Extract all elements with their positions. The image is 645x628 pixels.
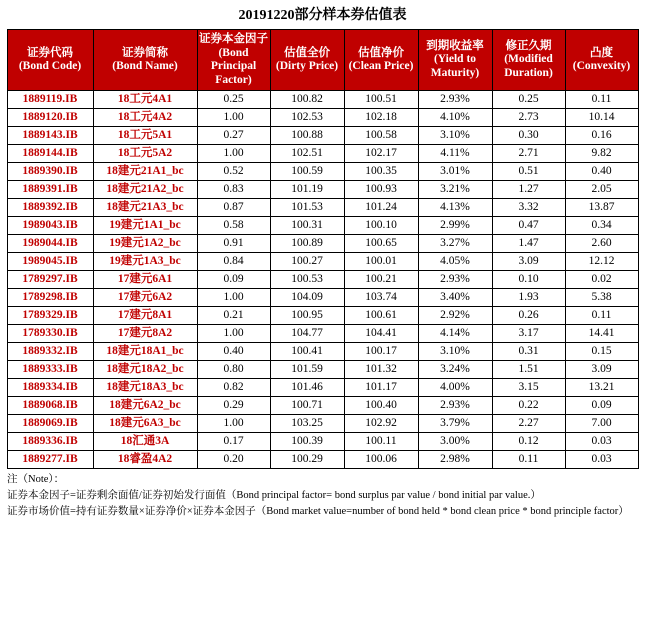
column-header-cn: 证券本金因子 [199, 33, 268, 45]
cell-modified-duration: 0.11 [492, 451, 565, 469]
cell-principal-factor: 0.20 [197, 451, 270, 469]
cell-dirty-price: 100.82 [270, 91, 344, 109]
cell-principal-factor: 1.00 [197, 109, 270, 127]
cell-modified-duration: 0.10 [492, 271, 565, 289]
cell-dirty-price: 103.25 [270, 415, 344, 433]
cell-convexity: 2.05 [565, 181, 638, 199]
cell-yield-to-maturity: 3.79% [418, 415, 492, 433]
cell-bond-name: 19建元1A3_bc [93, 253, 197, 271]
cell-clean-price: 100.01 [344, 253, 418, 271]
cell-yield-to-maturity: 3.10% [418, 127, 492, 145]
table-row [7, 325, 638, 343]
cell-yield-to-maturity: 2.92% [418, 307, 492, 325]
cell-principal-factor: 0.52 [197, 163, 270, 181]
cell-bond-code: 1889391.IB [7, 181, 93, 199]
column-header-bond-code [7, 30, 93, 91]
cell-dirty-price: 101.53 [270, 199, 344, 217]
cell-clean-price: 100.06 [344, 451, 418, 469]
cell-bond-name: 19建元1A2_bc [93, 235, 197, 253]
cell-clean-price: 100.93 [344, 181, 418, 199]
notes-block [7, 473, 638, 518]
cell-modified-duration: 0.47 [492, 217, 565, 235]
cell-convexity: 3.09 [565, 361, 638, 379]
table-row [7, 307, 638, 325]
cell-clean-price: 102.92 [344, 415, 418, 433]
cell-convexity: 0.16 [565, 127, 638, 145]
cell-bond-name: 18汇通3A [93, 433, 197, 451]
cell-yield-to-maturity: 2.98% [418, 451, 492, 469]
table-row [7, 109, 638, 127]
cell-dirty-price: 104.77 [270, 325, 344, 343]
cell-bond-code: 1989045.IB [7, 253, 93, 271]
cell-clean-price: 102.18 [344, 109, 418, 127]
column-header-clean-price [344, 30, 418, 91]
cell-principal-factor: 0.91 [197, 235, 270, 253]
table-row [7, 361, 638, 379]
cell-convexity: 7.00 [565, 415, 638, 433]
cell-bond-name: 17建元8A2 [93, 325, 197, 343]
column-header-cn: 证券简称 [122, 46, 168, 59]
cell-dirty-price: 104.09 [270, 289, 344, 307]
cell-bond-name: 18建元18A1_bc [93, 343, 197, 361]
page-title: 20191220部分样本券估值表 [238, 8, 407, 23]
column-header-en: (Bond Principal Factor) [210, 46, 257, 86]
cell-convexity: 0.15 [565, 343, 638, 361]
note-principal-factor: 证券本金因子=证券剩余面值/证券初始发行面值（Bond principal factor= bond surplus par value / bond initial par value.） [7, 489, 541, 501]
column-header-en: (Clean Price) [348, 60, 414, 73]
cell-principal-factor: 1.00 [197, 289, 270, 307]
cell-bond-name: 18工元4A1 [93, 91, 197, 109]
column-header-en: (Yield to Maturity) [430, 53, 480, 79]
table-row [7, 181, 638, 199]
cell-principal-factor: 0.80 [197, 361, 270, 379]
cell-clean-price: 100.11 [344, 433, 418, 451]
cell-modified-duration: 0.30 [492, 127, 565, 145]
cell-yield-to-maturity: 4.13% [418, 199, 492, 217]
cell-bond-name: 18工元5A2 [93, 145, 197, 163]
cell-modified-duration: 0.31 [492, 343, 565, 361]
cell-clean-price: 102.17 [344, 145, 418, 163]
cell-modified-duration: 1.93 [492, 289, 565, 307]
column-header-yield-to-maturity [418, 30, 492, 91]
cell-clean-price: 100.21 [344, 271, 418, 289]
column-header-cn: 修正久期 [505, 39, 552, 52]
cell-bond-code: 1889392.IB [7, 199, 93, 217]
cell-principal-factor: 0.21 [197, 307, 270, 325]
cell-bond-name: 18工元4A2 [93, 109, 197, 127]
cell-bond-code: 1889119.IB [7, 91, 93, 109]
cell-bond-code: 1789297.IB [7, 271, 93, 289]
table-row [7, 145, 638, 163]
cell-modified-duration: 2.71 [492, 145, 565, 163]
cell-convexity: 0.40 [565, 163, 638, 181]
cell-bond-code: 1989043.IB [7, 217, 93, 235]
cell-clean-price: 101.17 [344, 379, 418, 397]
table-row [7, 343, 638, 361]
cell-bond-code: 1789329.IB [7, 307, 93, 325]
cell-bond-code: 1889277.IB [7, 451, 93, 469]
cell-bond-code: 1889143.IB [7, 127, 93, 145]
cell-modified-duration: 1.51 [492, 361, 565, 379]
column-header-en: (Dirty Price) [275, 60, 339, 73]
cell-yield-to-maturity: 4.00% [418, 379, 492, 397]
cell-modified-duration: 0.12 [492, 433, 565, 451]
cell-yield-to-maturity: 3.24% [418, 361, 492, 379]
table-header [7, 30, 638, 91]
cell-bond-code: 1889336.IB [7, 433, 93, 451]
cell-modified-duration: 0.25 [492, 91, 565, 109]
cell-modified-duration: 1.47 [492, 235, 565, 253]
cell-bond-name: 18建元18A2_bc [93, 361, 197, 379]
cell-yield-to-maturity: 2.99% [418, 217, 492, 235]
cell-dirty-price: 101.46 [270, 379, 344, 397]
cell-bond-name: 17建元8A1 [93, 307, 197, 325]
cell-convexity: 12.12 [565, 253, 638, 271]
column-header-convexity [565, 30, 638, 91]
column-header-modified-duration [492, 30, 565, 91]
cell-bond-name: 19建元1A1_bc [93, 217, 197, 235]
cell-yield-to-maturity: 2.93% [418, 397, 492, 415]
cell-yield-to-maturity: 3.00% [418, 433, 492, 451]
cell-clean-price: 101.24 [344, 199, 418, 217]
column-header-en: (Convexity) [572, 60, 631, 73]
column-header-principal-factor [197, 30, 270, 91]
cell-dirty-price: 100.95 [270, 307, 344, 325]
cell-convexity: 0.09 [565, 397, 638, 415]
cell-principal-factor: 0.29 [197, 397, 270, 415]
column-header-dirty-price [270, 30, 344, 91]
cell-principal-factor: 0.27 [197, 127, 270, 145]
table-body [7, 91, 638, 469]
cell-bond-name: 18建元21A2_bc [93, 181, 197, 199]
cell-dirty-price: 100.53 [270, 271, 344, 289]
cell-modified-duration: 3.32 [492, 199, 565, 217]
cell-principal-factor: 0.17 [197, 433, 270, 451]
table-row [7, 253, 638, 271]
valuation-table [7, 29, 639, 469]
cell-modified-duration: 2.73 [492, 109, 565, 127]
cell-bond-code: 1789330.IB [7, 325, 93, 343]
cell-yield-to-maturity: 3.40% [418, 289, 492, 307]
cell-yield-to-maturity: 4.05% [418, 253, 492, 271]
cell-clean-price: 101.32 [344, 361, 418, 379]
cell-convexity: 2.60 [565, 235, 638, 253]
cell-convexity: 5.38 [565, 289, 638, 307]
cell-bond-name: 18建元18A3_bc [93, 379, 197, 397]
cell-yield-to-maturity: 2.93% [418, 91, 492, 109]
cell-bond-name: 17建元6A1 [93, 271, 197, 289]
cell-modified-duration: 0.22 [492, 397, 565, 415]
cell-yield-to-maturity: 3.01% [418, 163, 492, 181]
column-header-cn: 凸度 [590, 46, 613, 59]
table-row [7, 415, 638, 433]
table-row [7, 451, 638, 469]
column-header-cn: 估值净价 [358, 46, 404, 59]
cell-yield-to-maturity: 3.27% [418, 235, 492, 253]
cell-dirty-price: 100.59 [270, 163, 344, 181]
column-header-bond-name [93, 30, 197, 91]
cell-clean-price: 100.10 [344, 217, 418, 235]
column-header-cn: 到期收益率 [426, 39, 484, 52]
cell-clean-price: 100.51 [344, 91, 418, 109]
cell-dirty-price: 100.31 [270, 217, 344, 235]
table-header-row [7, 30, 638, 91]
cell-bond-code: 1889332.IB [7, 343, 93, 361]
table-row [7, 271, 638, 289]
cell-bond-name: 18建元6A3_bc [93, 415, 197, 433]
cell-principal-factor: 0.82 [197, 379, 270, 397]
cell-modified-duration: 3.09 [492, 253, 565, 271]
cell-bond-name: 18建元21A1_bc [93, 163, 197, 181]
cell-dirty-price: 100.88 [270, 127, 344, 145]
cell-clean-price: 100.61 [344, 307, 418, 325]
column-header-en: (Bond Code) [18, 60, 82, 73]
cell-modified-duration: 3.15 [492, 379, 565, 397]
column-header-cn: 证券代码 [27, 46, 73, 59]
table-row [7, 235, 638, 253]
cell-convexity: 0.02 [565, 271, 638, 289]
cell-bond-code: 1789298.IB [7, 289, 93, 307]
cell-clean-price: 103.74 [344, 289, 418, 307]
cell-convexity: 0.11 [565, 91, 638, 109]
cell-yield-to-maturity: 2.93% [418, 271, 492, 289]
cell-dirty-price: 102.53 [270, 109, 344, 127]
cell-dirty-price: 100.89 [270, 235, 344, 253]
cell-principal-factor: 0.40 [197, 343, 270, 361]
cell-bond-code: 1889068.IB [7, 397, 93, 415]
table-row [7, 127, 638, 145]
table-row [7, 289, 638, 307]
cell-clean-price: 100.58 [344, 127, 418, 145]
cell-modified-duration: 3.17 [492, 325, 565, 343]
cell-convexity: 0.34 [565, 217, 638, 235]
cell-principal-factor: 0.58 [197, 217, 270, 235]
cell-yield-to-maturity: 4.10% [418, 109, 492, 127]
cell-modified-duration: 0.26 [492, 307, 565, 325]
cell-bond-name: 18建元6A2_bc [93, 397, 197, 415]
table-row [7, 163, 638, 181]
cell-dirty-price: 101.19 [270, 181, 344, 199]
cell-convexity: 0.11 [565, 307, 638, 325]
table-row [7, 199, 638, 217]
cell-clean-price: 100.35 [344, 163, 418, 181]
cell-clean-price: 104.41 [344, 325, 418, 343]
cell-principal-factor: 1.00 [197, 145, 270, 163]
cell-convexity: 0.03 [565, 433, 638, 451]
cell-bond-code: 1889334.IB [7, 379, 93, 397]
cell-principal-factor: 1.00 [197, 325, 270, 343]
cell-modified-duration: 2.27 [492, 415, 565, 433]
note-market-value: 证券市场价值=持有证券数量×证券净价×证券本金因子（Bond market value=number of bond held * bond clean price * bond principle factor） [7, 505, 629, 517]
cell-yield-to-maturity: 4.14% [418, 325, 492, 343]
cell-bond-name: 18建元21A3_bc [93, 199, 197, 217]
table-row [7, 91, 638, 109]
cell-clean-price: 100.65 [344, 235, 418, 253]
cell-convexity: 0.03 [565, 451, 638, 469]
column-header-en: (Modified Duration) [504, 53, 553, 79]
cell-modified-duration: 1.27 [492, 181, 565, 199]
cell-dirty-price: 100.39 [270, 433, 344, 451]
cell-yield-to-maturity: 4.11% [418, 145, 492, 163]
cell-clean-price: 100.17 [344, 343, 418, 361]
cell-principal-factor: 0.87 [197, 199, 270, 217]
cell-yield-to-maturity: 3.21% [418, 181, 492, 199]
cell-principal-factor: 0.84 [197, 253, 270, 271]
cell-convexity: 14.41 [565, 325, 638, 343]
cell-dirty-price: 100.27 [270, 253, 344, 271]
cell-convexity: 10.14 [565, 109, 638, 127]
cell-clean-price: 100.40 [344, 397, 418, 415]
cell-convexity: 9.82 [565, 145, 638, 163]
cell-bond-code: 1889144.IB [7, 145, 93, 163]
cell-bond-name: 18睿盈4A2 [93, 451, 197, 469]
cell-bond-name: 17建元6A2 [93, 289, 197, 307]
cell-principal-factor: 0.25 [197, 91, 270, 109]
cell-principal-factor: 0.83 [197, 181, 270, 199]
note-label: 注（Note）： [7, 474, 65, 486]
cell-bond-code: 1889333.IB [7, 361, 93, 379]
cell-dirty-price: 100.29 [270, 451, 344, 469]
cell-dirty-price: 100.41 [270, 343, 344, 361]
cell-dirty-price: 102.51 [270, 145, 344, 163]
cell-principal-factor: 1.00 [197, 415, 270, 433]
table-row [7, 217, 638, 235]
cell-bond-code: 1989044.IB [7, 235, 93, 253]
cell-dirty-price: 101.59 [270, 361, 344, 379]
table-row [7, 433, 638, 451]
cell-principal-factor: 0.09 [197, 271, 270, 289]
cell-convexity: 13.21 [565, 379, 638, 397]
column-header-cn: 估值全价 [284, 46, 330, 59]
table-row [7, 379, 638, 397]
cell-bond-code: 1889390.IB [7, 163, 93, 181]
cell-yield-to-maturity: 3.10% [418, 343, 492, 361]
cell-bond-name: 18工元5A1 [93, 127, 197, 145]
cell-dirty-price: 100.71 [270, 397, 344, 415]
cell-bond-code: 1889120.IB [7, 109, 93, 127]
cell-bond-code: 1889069.IB [7, 415, 93, 433]
cell-convexity: 13.87 [565, 199, 638, 217]
table-row [7, 397, 638, 415]
cell-modified-duration: 0.51 [492, 163, 565, 181]
column-header-en: (Bond Name) [112, 60, 178, 73]
